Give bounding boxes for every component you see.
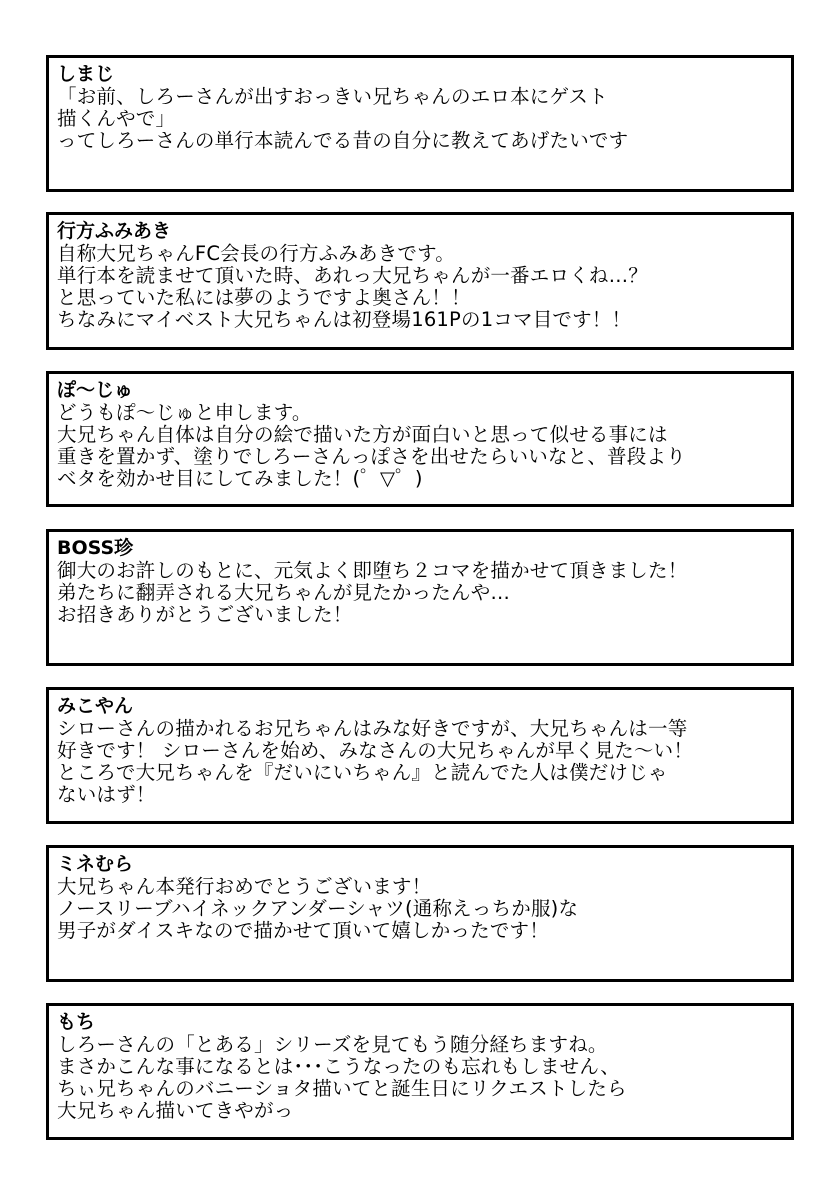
comment-line: どうもぽ～じゅと申します。 [57, 401, 312, 424]
comment-line: 単行本を読ませて頂いた時、あれっ大兄ちゃんが一番エロくね…？ [57, 264, 649, 287]
comment-line: 重きを置かず、塗りでしろーさんっぽさを出せたらいいなと、普段より [57, 445, 686, 468]
comment-line: ベタを効かせ目にしてみました！(゜▽゜) [57, 467, 423, 490]
author-name: みこやん [57, 695, 134, 717]
comment-box-shimaji [46, 55, 794, 192]
author-name: ぽ～じゅ [57, 379, 134, 401]
comment-line: ところで大兄ちゃんを『だいにいちゃん』と読んでた人は僕だけじゃ [57, 761, 668, 784]
comment-line: 自称大兄ちゃんFC会長の行方ふみあきです。 [57, 242, 455, 265]
comment-line: 好きです！ シローさんを始め、みなさんの大兄ちゃんが早く見た～い！ [57, 739, 694, 762]
author-name: もち [57, 1011, 96, 1033]
comment-line: と思っていた私には夢のようですよ奥さん！！ [57, 286, 471, 309]
author-name: しまじ [57, 63, 115, 85]
comment-line: ちなみにマイベスト大兄ちゃんは初登場161Pの1コマ目です！！ [57, 308, 632, 331]
comment-line: ノースリーブハイネックアンダーシャツ(通称えっちか服)な [57, 897, 579, 920]
comment-line: まさかこんな事になるとは･･･こうなったのも忘れもしません、 [57, 1055, 620, 1078]
comment-box-poju [46, 371, 794, 507]
comment-line: 大兄ちゃん本発行おめでとうございます！ [57, 875, 432, 898]
author-name: 行方ふみあき [57, 220, 172, 242]
comment-box-minemura [46, 845, 794, 982]
author-name: ミネむら [57, 853, 134, 875]
comment-line: 描くんやで」 [57, 107, 176, 130]
comment-line: ないはず！ [57, 783, 156, 806]
comment-box-mochi [46, 1003, 794, 1140]
comment-line: ってしろーさんの単行本読んでる昔の自分に教えてあげたいです [57, 129, 629, 152]
author-name: BOSS珍 [57, 537, 134, 559]
comment-box-mikoyan [46, 687, 794, 824]
comment-line: 御大のお許しのもとに、元気よく即堕ち２コマを描かせて頂きました！ [57, 559, 688, 582]
comment-line: お招きありがとうございました！ [57, 603, 353, 626]
comment-line: 大兄ちゃん描いてきやがっ [57, 1099, 294, 1122]
comment-box-namekata-fumiaki [46, 212, 794, 350]
comment-line: ちぃ兄ちゃんのバニーショタ描いてと誕生日にリクエストしたら [57, 1077, 627, 1100]
comment-line: しろーさんの「とある」シリーズを見てもう随分経ちますね。 [57, 1033, 608, 1056]
comment-line: 大兄ちゃん自体は自分の絵で描いた方が面白いと思って似せる事には [57, 423, 668, 446]
comment-line: シローさんの描かれるお兄ちゃんはみな好きですが、大兄ちゃんは一等 [57, 717, 688, 740]
comment-line: 男子がダイスキなので描かせて頂いて嬉しかったです！ [57, 919, 549, 942]
comment-box-boss-chin [46, 529, 794, 666]
comment-line: 「お前、しろーさんが出すおっきい兄ちゃんのエロ本にゲスト [57, 85, 608, 108]
comment-line: 弟たちに翻弄される大兄ちゃんが見たかったんや… [57, 581, 511, 604]
